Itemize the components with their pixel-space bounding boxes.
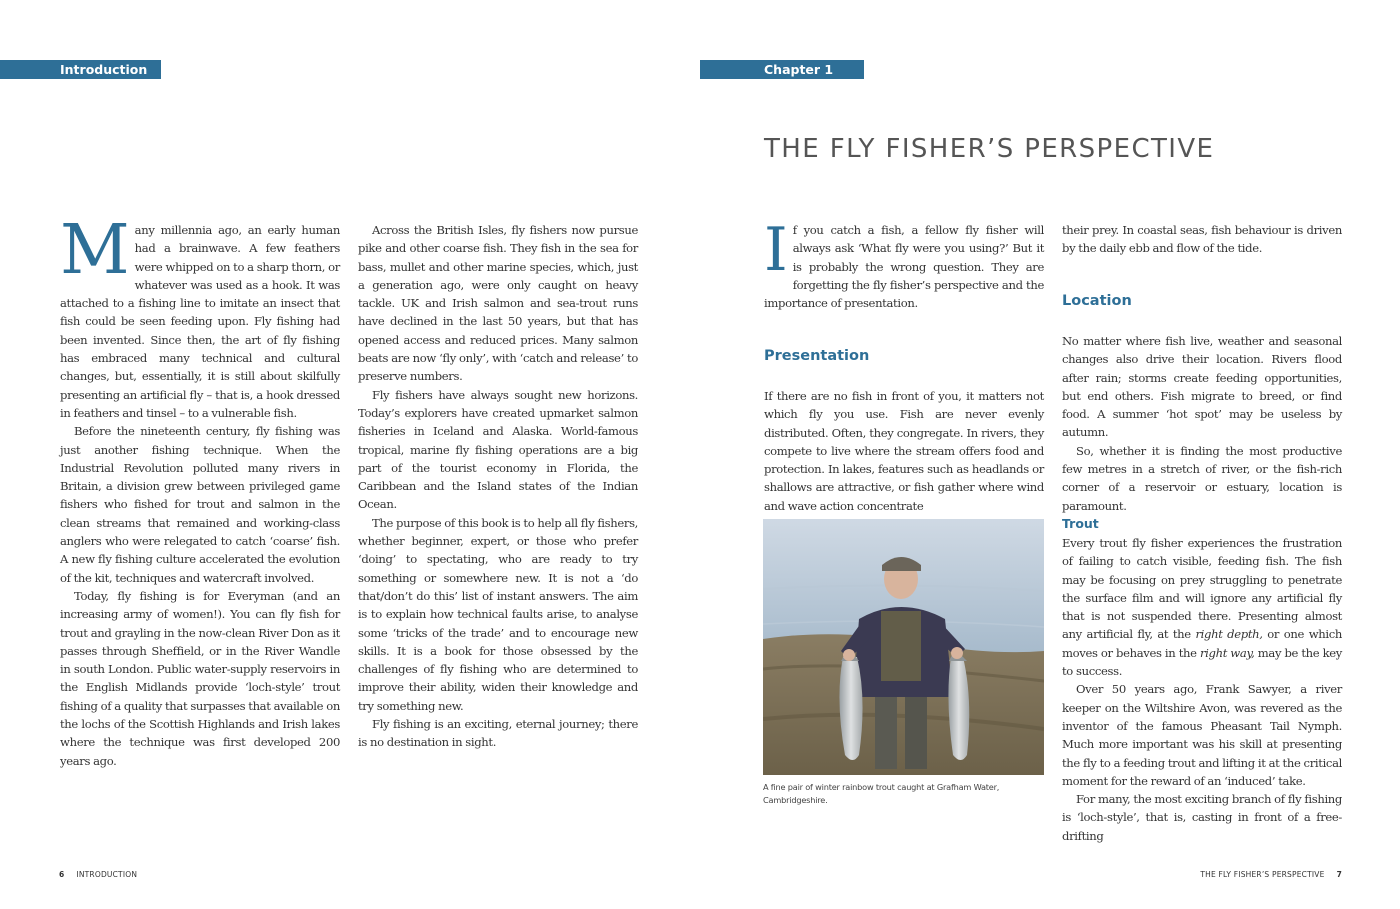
paragraph: The purpose of this book is to help all fly fishers, whether beginner, expert, or those who prefer ‘doing’ to spectating, who are ready to try something or somewhere new. It is not a ‘do that/don’t do this’ list of instant answers. The aim is to explain how technical faults arise, to analyse some ‘tricks of the trade’ and to encourage new skills. It is a book for those obsessed by the challenges of fly fishing who are determined to improve their ability, widen their knowledge and try something new. [358, 515, 638, 713]
paragraph: Before the nineteenth century, fly fishing was just another fishing technique. When the Industrial Revolution polluted many rivers in Britain, a division grew between privileged game fishers who fished for trout and salmon in the clean streams that remained and working-class anglers who were relegated to catch ‘coarse’ fish. A new fly fishing culture accelerated the evolution of the kit, techniques and watercraft involved. [60, 424, 340, 585]
heading-presentation: Presentation [764, 348, 870, 364]
right-column-2 [1062, 221, 1343, 843]
paragraph: If there are no fish in front of you, it matters not which fly you use. Fish are never evenly distributed. Often, they congregate. In rivers, they compete to live where the stream offers food and protection. In lakes, features such as headlands or shallows are attractive, or fish gather where wind and wave action concentrate [764, 389, 1044, 513]
running-head: INTRODUCTION [76, 870, 138, 879]
paragraph: Over 50 years ago, Frank Sawyer, a river keeper on the Wiltshire Avon, was revered as the inventor of the famous Pheasant Tail Nymph. Much more important was his skill at presenting the fly to a feeding trout and lifting it at the critical moment for the reward of an ‘induced’ take. [1062, 682, 1342, 788]
paragraph: Every trout fly fisher experiences the frustration of failing to catch visible, feeding fish. The fish may be focusing on prey struggling to penetrate the surface film and will ignore any artificial fly that is not suspended there. Presenting almost any artificial fly, at the right depth, or one which moves or behaves in the right way, may be the key to success. [1062, 536, 1343, 679]
photo-caption: A fine pair of winter rainbow trout caught at Grafham Water, Cambridgeshire. [763, 782, 1000, 805]
running-head: THE FLY FISHER’S PERSPECTIVE [1200, 870, 1325, 879]
location-section [1062, 332, 1342, 515]
dropcap-i: I [764, 215, 788, 285]
right-page [700, 0, 1400, 909]
paragraph: their prey. In coastal seas, fish behaviour is driven by the daily ebb and flow of the tide. [1062, 223, 1342, 256]
paragraph: For many, the most exciting branch of fly fishing is ‘loch-style’, that is, casting in front of a free-drifting [1062, 792, 1342, 843]
heading-location: Location [1062, 293, 1132, 309]
paragraph: No matter where fish live, weather and seasonal changes also drive their location. Rivers flood after rain; storms create feeding opportunities, but end others. Fish migrate to breed, or find food. A summer ‘hot spot’ may be useless by autumn. [1062, 334, 1342, 440]
folio-left [59, 870, 137, 879]
folio-right [1200, 870, 1342, 879]
paragraph: Today, fly fishing is for Everyman (and an increasing army of women!). You can fly fish for trout and grayling in the now-clean River Don as it passes through Sheffield, or in the River Wandle in south London. Public water-supply reservoirs in the English Midlands provide ‘loch-style’ trout fishing of a quality that surpasses that available on the lochs of the Scottish Highlands and Irish lakes where the technique was first developed 200 years ago. [60, 588, 340, 768]
left-column-1 [60, 211, 340, 770]
trout-section [1062, 534, 1342, 845]
trout-photo [763, 519, 1044, 775]
paragraph: Many millennia ago, an early human had a brainwave. A few feathers were whipped on to a sharp thorn, or whatever was used as a hook. It was attached to a fishing line to imitate an insect that fish could be seen feeding upon. Fly fishing had been invented. Since then, the art of fly fishing has embraced many technical and cultural changes, but, essentially, it is still about skilfully presenting an artificial fly – that is, a hook dressed in feathers and tinsel – to a vulnerable fish. [60, 211, 340, 420]
heading-trout: Trout [1062, 516, 1099, 531]
page-number: 7 [1336, 870, 1342, 879]
section-tab-chapter: Chapter 1 [700, 60, 864, 79]
dropcap-m: M [60, 211, 130, 290]
paragraph: So, whether it is finding the most productive few metres in a stretch of river, or the fish-rich corner of a reservoir or estuary, location is paramount. [1062, 443, 1342, 513]
paragraph: Across the British Isles, fly fishers now pursue pike and other coarse fish. They fish in the sea for bass, mullet and other marine species, which, just a generation ago, were only caught on heavy tackle. UK and Irish salmon and sea-trout runs have declined in the last 50 years, but that has opened access and reduced prices. Many salmon beats are now ‘fly only’, with ‘catch and release’ to preserve numbers. [358, 223, 638, 384]
section-tab-introduction: Introduction [0, 60, 161, 79]
left-column-2 [358, 221, 638, 752]
paragraph: Fly fishing is an exciting, eternal journey; there is no destination in sight. [358, 717, 638, 750]
page-number: 6 [59, 870, 65, 879]
chapter-title: THE FLY FISHER’S PERSPECTIVE [764, 134, 1215, 164]
paragraph: Fly fishers have always sought new horizons. Today’s explorers have created upmarket salmon fisheries in Iceland and Alaska. World-famous tropical, marine fly fishing operations are a big part of the tourist economy in Florida, the Caribbean and the Island states of the Indian Ocean. [358, 387, 638, 512]
paragraph: If you catch a fish, a fellow fly fisher will always ask ‘What fly were you using?’ But it is probably the wrong question. They are forgetting the fly fisher’s perspective and the importance of presentation. [764, 215, 1044, 311]
